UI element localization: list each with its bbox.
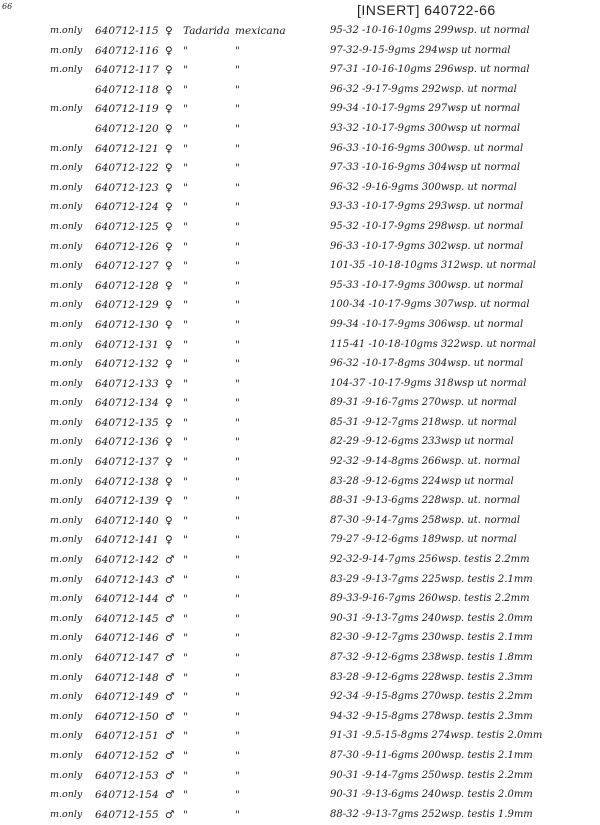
specimen-species: " [235, 416, 240, 429]
specimen-number: 640712-137 [95, 456, 159, 469]
specimen-measurements: 92-32 -9-14-8gms 266wsp. ut. normal [330, 456, 521, 468]
specimen-number: 640712-124 [95, 201, 159, 214]
specimen-row [0, 708, 600, 728]
specimen-row [0, 375, 600, 395]
specimen-number: 640712-154 [95, 789, 159, 802]
specimen-prefix: m.only [50, 671, 83, 683]
specimen-species: " [235, 573, 240, 586]
specimen-sex: ♀ [165, 514, 173, 527]
specimen-number: 640712-135 [95, 416, 159, 429]
specimen-row [0, 649, 600, 669]
specimen-prefix: m.only [50, 25, 83, 36]
specimen-species: " [235, 103, 240, 116]
specimen-row [0, 159, 600, 179]
specimen-species: " [235, 220, 240, 233]
specimen-number: 640712-128 [95, 279, 159, 292]
specimen-sex: ♀ [165, 220, 173, 233]
specimen-prefix: m.only [50, 416, 83, 428]
specimen-number: 640712-132 [95, 358, 159, 371]
specimen-species: " [235, 593, 240, 606]
specimen-sex: ♀ [165, 44, 173, 57]
specimen-genus: " [183, 652, 188, 664]
specimen-measurements: 90-31 -9-13-7gms 240wsp. testis 2.0mm [330, 612, 533, 624]
specimen-measurements: 88-31 -9-13-6gms 228wsp. ut. normal [330, 495, 521, 507]
specimen-sex: ♂ [165, 593, 175, 606]
specimen-row [0, 336, 600, 356]
specimen-measurements: 115-41 -10-18-10gms 322wsp. ut normal [330, 338, 536, 350]
specimen-species: " [235, 534, 240, 547]
specimen-prefix: m.only [50, 436, 83, 448]
specimen-sex: ♂ [165, 612, 175, 625]
specimen-row [0, 120, 600, 140]
specimen-measurements: 82-29 -9-12-6gms 233wsp ut normal [330, 436, 514, 448]
specimen-number: 640712-149 [95, 691, 159, 704]
specimen-measurements: 96-32 -9-17-9gms 292wsp. ut normal [330, 83, 517, 95]
specimen-number: 640712-116 [95, 44, 159, 57]
specimen-number: 640712-136 [95, 436, 159, 449]
specimen-prefix: m.only [50, 573, 83, 585]
specimen-number: 640712-115 [95, 25, 159, 37]
specimen-genus: " [183, 201, 188, 214]
specimen-number: 640712-151 [95, 730, 159, 743]
specimen-measurements: 83-28 -9-12-6gms 228wsp. testis 2.3mm [330, 671, 533, 683]
specimen-row [0, 277, 600, 297]
specimen-prefix: m.only [50, 44, 83, 56]
specimen-species: " [235, 691, 240, 704]
specimen-species: " [235, 475, 240, 488]
specimen-genus: " [183, 534, 188, 547]
specimen-row [0, 473, 600, 493]
specimen-prefix: m.only [50, 260, 83, 272]
specimen-genus: " [183, 162, 188, 175]
specimen-sex: ♀ [165, 456, 173, 469]
specimen-species: " [235, 612, 240, 625]
specimen-measurements: 101-35 -10-18-10gms 312wsp. ut normal [330, 260, 536, 272]
specimen-sex: ♀ [165, 83, 173, 96]
specimen-measurements: 96-33 -10-16-9gms 300wsp. ut normal [330, 142, 524, 154]
specimen-species: " [235, 240, 240, 253]
specimen-species: " [235, 142, 240, 155]
specimen-sex: ♀ [165, 142, 173, 155]
page-header: [INSERT] 640722-66 [357, 2, 496, 18]
specimen-species: " [235, 632, 240, 645]
specimen-prefix: m.only [50, 730, 83, 742]
specimen-sex: ♂ [165, 769, 175, 782]
specimen-species: " [235, 377, 240, 390]
specimen-species: " [235, 730, 240, 743]
specimen-row [0, 198, 600, 218]
specimen-prefix: m.only [50, 808, 83, 820]
specimen-measurements: 83-29 -9-13-7gms 225wsp. testis 2.1mm [330, 573, 533, 585]
specimen-number: 640712-138 [95, 475, 159, 488]
specimen-sex: ♂ [165, 554, 175, 567]
specimen-prefix: m.only [50, 201, 83, 213]
specimen-measurements: 87-30 -9-14-7gms 258wsp. ut. normal [330, 514, 521, 526]
specimen-number: 640712-126 [95, 240, 159, 253]
specimen-number: 640712-117 [95, 64, 159, 77]
specimen-prefix: m.only [50, 456, 83, 468]
specimen-genus: " [183, 377, 188, 390]
specimen-prefix: m.only [50, 279, 83, 291]
specimen-genus: " [183, 456, 188, 469]
specimen-species: " [235, 554, 240, 567]
specimen-prefix: m.only [50, 769, 83, 781]
specimen-number: 640712-144 [95, 593, 159, 606]
specimen-measurements: 90-31 -9-14-7gms 250wsp. testis 2.2mm [330, 769, 533, 781]
specimen-measurements: 90-31 -9-13-6gms 240wsp. testis 2.0mm [330, 789, 533, 801]
specimen-row [0, 669, 600, 689]
specimen-number: 640712-127 [95, 260, 159, 273]
specimen-sex: ♀ [165, 495, 173, 508]
specimen-species: " [235, 318, 240, 331]
specimen-genus: " [183, 789, 188, 802]
specimen-measurements: 87-32 -9-12-6gms 238wsp. testis 1.8mm [330, 652, 533, 663]
specimen-prefix: m.only [50, 338, 83, 350]
specimen-prefix: m.only [50, 749, 83, 761]
specimen-measurements: 95-33 -10-17-9gms 300wsp. ut normal [330, 279, 524, 291]
specimen-number: 640712-141 [95, 534, 159, 547]
specimen-prefix: m.only [50, 612, 83, 624]
specimen-sex: ♀ [165, 201, 173, 214]
specimen-number: 640712-142 [95, 554, 159, 567]
specimen-row [0, 806, 600, 825]
specimen-genus: " [183, 730, 188, 743]
specimen-measurements: 99-34 -10-17-9gms 297wsp ut normal [330, 103, 521, 115]
specimen-sex: ♂ [165, 671, 175, 684]
specimen-species: " [235, 44, 240, 57]
specimen-row [0, 22, 600, 42]
specimen-genus: " [183, 612, 188, 625]
specimen-row [0, 786, 600, 806]
specimen-prefix: m.only [50, 240, 83, 252]
specimen-species: " [235, 495, 240, 508]
specimen-sex: ♂ [165, 730, 175, 743]
specimen-number: 640712-143 [95, 573, 159, 586]
specimen-row [0, 590, 600, 610]
specimen-genus: " [183, 279, 188, 292]
specimen-prefix: m.only [50, 691, 83, 703]
specimen-row [0, 42, 600, 62]
specimen-sex: ♀ [165, 299, 173, 312]
specimen-genus: " [183, 436, 188, 449]
specimen-sex: ♀ [165, 25, 173, 37]
specimen-species: " [235, 808, 240, 821]
specimen-genus: Tadarida [183, 25, 230, 37]
specimen-genus: " [183, 632, 188, 645]
specimen-sex: ♀ [165, 240, 173, 253]
specimen-row [0, 355, 600, 375]
specimen-measurements: 89-31 -9-16-7gms 270wsp. ut normal [330, 397, 517, 409]
specimen-genus: " [183, 64, 188, 77]
specimen-row [0, 512, 600, 532]
specimen-measurements: 96-33 -10-17-9gms 302wsp. ut normal [330, 240, 524, 252]
specimen-species: " [235, 299, 240, 312]
specimen-species: " [235, 201, 240, 214]
specimen-number: 640712-131 [95, 338, 159, 351]
specimen-species: " [235, 122, 240, 135]
specimen-measurements: 96-32 -9-16-9gms 300wsp. ut normal [330, 181, 517, 193]
specimen-row [0, 140, 600, 160]
specimen-species: " [235, 279, 240, 292]
specimen-sex: ♀ [165, 475, 173, 488]
specimen-row [0, 492, 600, 512]
specimen-number: 640712-125 [95, 220, 159, 233]
specimen-number: 640712-150 [95, 710, 159, 723]
specimen-prefix: m.only [50, 710, 83, 722]
specimen-number: 640712-121 [95, 142, 159, 155]
specimen-sex: ♀ [165, 358, 173, 371]
specimen-number: 640712-119 [95, 103, 159, 116]
specimen-prefix: m.only [50, 514, 83, 526]
specimen-row [0, 61, 600, 81]
specimen-species: " [235, 338, 240, 351]
specimen-species: " [235, 769, 240, 782]
specimen-prefix: m.only [50, 299, 83, 311]
specimen-row [0, 453, 600, 473]
specimen-number: 640712-155 [95, 808, 159, 821]
specimen-genus: " [183, 554, 188, 567]
specimen-genus: " [183, 181, 188, 194]
specimen-genus: " [183, 142, 188, 155]
specimen-species: " [235, 64, 240, 77]
specimen-prefix: m.only [50, 64, 83, 76]
specimen-measurements: 104-37 -10-17-9gms 318wsp ut normal [330, 377, 527, 389]
specimen-genus: " [183, 710, 188, 723]
specimen-measurements: 100-34 -10-17-9gms 307wsp. ut normal [330, 299, 530, 311]
specimen-species: " [235, 162, 240, 175]
specimen-sex: ♀ [165, 416, 173, 429]
specimen-measurements: 97-31 -10-16-10gms 296wsp. ut normal [330, 64, 530, 76]
specimen-number: 640712-120 [95, 122, 159, 135]
specimen-number: 640712-139 [95, 495, 159, 508]
specimen-row [0, 531, 600, 551]
specimen-prefix: m.only [50, 220, 83, 232]
specimen-sex: ♂ [165, 652, 175, 664]
specimen-prefix: m.only [50, 534, 83, 546]
specimen-number: 640712-148 [95, 671, 159, 684]
specimen-measurements: 95-32 -10-17-9gms 298wsp. ut normal [330, 220, 524, 232]
specimen-measurements: 97-32-9-15-9gms 294wsp ut normal [330, 44, 511, 56]
specimen-species: " [235, 749, 240, 762]
specimen-measurements: 93-32 -10-17-9gms 300wsp ut normal [330, 122, 521, 134]
specimen-prefix: m.only [50, 554, 83, 566]
specimen-genus: " [183, 338, 188, 351]
specimen-row [0, 747, 600, 767]
specimen-species: " [235, 671, 240, 684]
specimen-measurements: 91-31 -9.5-15-8gms 274wsp. testis 2.0mm [330, 730, 543, 742]
specimen-prefix: m.only [50, 181, 83, 193]
specimen-prefix: m.only [50, 162, 83, 174]
specimen-number: 640712-152 [95, 749, 159, 762]
specimen-prefix: m.only [50, 142, 83, 154]
specimen-genus: " [183, 83, 188, 96]
specimen-sex: ♂ [165, 691, 175, 704]
specimen-sex: ♀ [165, 534, 173, 547]
specimen-genus: " [183, 769, 188, 782]
specimen-genus: " [183, 44, 188, 57]
specimen-row [0, 81, 600, 101]
specimen-genus: " [183, 299, 188, 312]
specimen-prefix: m.only [50, 475, 83, 487]
specimen-number: 640712-123 [95, 181, 159, 194]
specimen-sex: ♂ [165, 789, 175, 802]
specimen-genus: " [183, 691, 188, 704]
specimen-genus: " [183, 416, 188, 429]
specimen-sex: ♀ [165, 338, 173, 351]
specimen-genus: " [183, 808, 188, 821]
specimen-genus: " [183, 260, 188, 273]
specimen-sex: ♀ [165, 377, 173, 390]
specimen-row [0, 179, 600, 199]
specimen-measurements: 95-32 -10-16-10gms 299wsp. ut normal [330, 25, 530, 36]
specimen-sex: ♀ [165, 260, 173, 273]
specimen-row [0, 688, 600, 708]
page-corner-mark: 66 [2, 2, 13, 11]
specimen-number: 640712-147 [95, 652, 159, 664]
specimen-row [0, 394, 600, 414]
specimen-prefix: m.only [50, 103, 83, 115]
specimen-prefix: m.only [50, 318, 83, 330]
specimen-prefix: m.only [50, 377, 83, 389]
specimen-number: 640712-146 [95, 632, 159, 645]
specimen-measurements: 99-34 -10-17-9gms 306wsp. ut normal [330, 318, 524, 330]
specimen-measurements: 96-32 -10-17-8gms 304wsp. ut normal [330, 358, 524, 370]
specimen-species: " [235, 514, 240, 527]
specimen-measurements: 89-33-9-16-7gms 260wsp. testis 2.2mm [330, 593, 530, 605]
specimen-sex: ♂ [165, 573, 175, 586]
specimen-row [0, 414, 600, 434]
specimen-prefix: m.only [50, 495, 83, 507]
specimen-species: " [235, 83, 240, 96]
specimen-prefix: m.only [50, 789, 83, 801]
specimen-row [0, 257, 600, 277]
specimen-measurements: 93-33 -10-17-9gms 293wsp. ut normal [330, 201, 524, 213]
specimen-row [0, 218, 600, 238]
specimen-genus: " [183, 103, 188, 116]
specimen-row [0, 316, 600, 336]
specimen-prefix: m.only [50, 652, 83, 663]
specimen-genus: " [183, 749, 188, 762]
specimen-number: 640712-140 [95, 514, 159, 527]
specimen-measurements: 79-27 -9-12-6gms 189wsp. ut normal [330, 534, 517, 546]
specimen-species: " [235, 789, 240, 802]
specimen-sex: ♀ [165, 318, 173, 331]
specimen-species: " [235, 397, 240, 410]
specimen-genus: " [183, 514, 188, 527]
specimen-sex: ♂ [165, 632, 175, 645]
specimen-genus: " [183, 240, 188, 253]
specimen-species: " [235, 652, 240, 664]
specimen-measurements: 94-32 -9-15-8gms 278wsp. testis 2.3mm [330, 710, 533, 722]
specimen-prefix: m.only [50, 358, 83, 370]
specimen-genus: " [183, 318, 188, 331]
specimen-sex: ♂ [165, 749, 175, 762]
specimen-species: " [235, 181, 240, 194]
specimen-number: 640712-130 [95, 318, 159, 331]
specimen-genus: " [183, 122, 188, 135]
specimen-genus: " [183, 475, 188, 488]
specimen-sex: ♀ [165, 436, 173, 449]
specimen-genus: " [183, 573, 188, 586]
specimen-species: " [235, 436, 240, 449]
specimen-sex: ♀ [165, 397, 173, 410]
specimen-sex: ♀ [165, 64, 173, 77]
specimen-species: mexicana [235, 25, 286, 37]
specimen-sex: ♀ [165, 181, 173, 194]
specimen-row [0, 610, 600, 630]
specimen-row [0, 433, 600, 453]
specimen-sex: ♀ [165, 162, 173, 175]
specimen-sex: ♀ [165, 122, 173, 135]
specimen-genus: " [183, 358, 188, 371]
specimen-measurements: 97-33 -10-16-9gms 304wsp ut normal [330, 162, 521, 174]
specimen-number: 640712-145 [95, 612, 159, 625]
specimen-prefix: m.only [50, 632, 83, 644]
specimen-number: 640712-129 [95, 299, 159, 312]
specimen-measurements: 85-31 -9-12-7gms 218wsp. ut normal [330, 416, 517, 428]
specimen-genus: " [183, 671, 188, 684]
specimen-genus: " [183, 495, 188, 508]
specimen-number: 640712-133 [95, 377, 159, 390]
specimen-sex: ♀ [165, 279, 173, 292]
specimen-list [0, 22, 600, 825]
specimen-measurements: 87-30 -9-11-6gms 200wsp. testis 2.1mm [330, 749, 533, 761]
specimen-row [0, 727, 600, 747]
specimen-measurements: 92-34 -9-15-8gms 270wsp. testis 2.2mm [330, 691, 533, 703]
specimen-measurements: 82-30 -9-12-7gms 230wsp. testis 2.1mm [330, 632, 533, 644]
specimen-genus: " [183, 220, 188, 233]
specimen-sex: ♂ [165, 710, 175, 723]
specimen-species: " [235, 710, 240, 723]
specimen-row [0, 629, 600, 649]
specimen-row [0, 238, 600, 258]
specimen-measurements: 83-28 -9-12-6gms 224wsp ut normal [330, 475, 514, 487]
specimen-number: 640712-134 [95, 397, 159, 410]
specimen-measurements: 88-32 -9-13-7gms 252wsp. testis 1.9mm [330, 808, 533, 820]
specimen-sex: ♀ [165, 103, 173, 116]
specimen-row [0, 571, 600, 591]
specimen-species: " [235, 456, 240, 469]
specimen-number: 640712-122 [95, 162, 159, 175]
specimen-genus: " [183, 397, 188, 410]
specimen-prefix: m.only [50, 593, 83, 605]
specimen-row [0, 100, 600, 120]
specimen-measurements: 92-32-9-14-7gms 256wsp. testis 2.2mm [330, 554, 530, 566]
specimen-number: 640712-153 [95, 769, 159, 782]
specimen-sex: ♂ [165, 808, 175, 821]
specimen-prefix: m.only [50, 397, 83, 409]
specimen-species: " [235, 358, 240, 371]
specimen-species: " [235, 260, 240, 273]
specimen-number: 640712-118 [95, 83, 159, 96]
specimen-genus: " [183, 593, 188, 606]
specimen-row [0, 551, 600, 571]
specimen-row [0, 296, 600, 316]
